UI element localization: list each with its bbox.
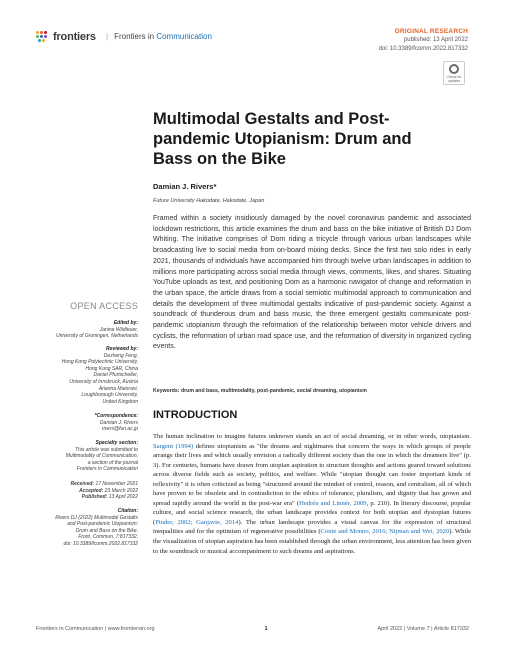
article-meta <box>379 27 468 54</box>
page-number: 1 <box>264 626 268 632</box>
badge-label: Check for updates <box>446 74 462 83</box>
journal-name[interactable]: | Frontiers in Communication <box>106 32 212 41</box>
specialty-label: Specialty section: <box>95 440 138 446</box>
open-access-label: OPEN ACCESS <box>70 301 138 311</box>
reviewed-by <box>36 346 138 405</box>
correspondent-name: Damian J. Rivers <box>99 419 138 426</box>
edited-by-label: Edited by: <box>113 320 138 326</box>
article-title: Multimodal Gestalts and Post-pandemic Utopianism: Drum and Bass on the Bike <box>153 110 412 168</box>
reviewer-line: Daniel Pfurtscheller, <box>93 372 138 379</box>
specialty-line: a section of the journal <box>87 459 138 466</box>
keywords-list: drum and bass, multimodality, post-pandemic, social dreaming, utopianism <box>180 388 367 394</box>
citation-line: Drum and Bass on the Bike. <box>75 527 138 534</box>
page-footer <box>36 626 469 632</box>
frontiers-logo-icon <box>36 31 48 43</box>
reviewer-line: Loughborough University, <box>81 392 138 399</box>
published-date-sidebar: 13 April 2022 <box>108 494 138 501</box>
journal-prefix: Frontiers in <box>114 32 155 41</box>
article-type: ORIGINAL RESEARCH <box>394 28 468 35</box>
update-icon <box>449 64 459 74</box>
specialty-line: This article was submitted to <box>74 446 138 453</box>
editor-affiliation: University of Groningen, Netherlands <box>56 333 138 340</box>
citation-link[interactable]: Conte and Monno, 2016; Nijman and Wei, 2020 <box>320 528 450 536</box>
footer-journal-link[interactable]: Frontiers in Communication | www.frontiersin.org <box>36 626 155 632</box>
received-label: Received: <box>70 481 95 487</box>
correspondence-label: *Correspondence: <box>94 413 138 419</box>
author-name[interactable]: Damian J. Rivers* <box>153 182 217 191</box>
published-date: published: 13 April 2022 <box>403 37 468 43</box>
accepted-date: 23 March 2022 <box>104 487 138 494</box>
citation-doi[interactable]: doi: 10.3389/fcomm.2022.817332 <box>63 540 138 547</box>
article-dates <box>36 481 138 501</box>
logo-wordmark: frontiers <box>53 31 96 43</box>
accepted-label: Accepted: <box>79 487 104 494</box>
abstract: Framed within a society insidiously damaged by the novel coronavirus pandemic and associated lockdown restrictions, this article examines the drum and bass on the bike initiative of British DJ Dom Whiting. The initiative comprises of Dom riding a tricycle through various urban landscapes while broadcasting live to social media from on-board mixing decks. Since the first two solo rides in early 2021, thousands of individuals have accompanied him through twelve urban landscapes in addition to millions more participating across social media through views, comments, likes, and shares. Situating YouTube uploads as text, and positioning Dom as a harmonic navigator of change and reformation in the urban space, the article draws from a social semiotic multimodal approach to communication and details the development of three multimodal gestalts indicative of post-pandemic society. Against a soundtrack of thunderous drum and bass music, the three emergent gestalts communicate post-pandemic utopianism through the reformation of the relationship between motor vehicle drivers and cyclists, the reformation of urban road space use, and the reformation of diversity in organized cycling events. <box>153 215 471 351</box>
reviewed-by-label: Reviewed by: <box>106 346 138 352</box>
citation-link[interactable]: Pinder, 2002; Ganjavie, 2014 <box>155 518 239 526</box>
reviewer-line: University of Innsbruck, Austria <box>69 378 138 385</box>
footer-issue-info: April 2022 | Volume 7 | Article 817332 <box>377 626 469 632</box>
section-heading: INTRODUCTION <box>153 409 238 421</box>
citation-link[interactable]: Hedrén and Linnér, 2009 <box>299 499 367 507</box>
citation <box>36 508 138 548</box>
keywords <box>153 388 471 394</box>
correspondent-email[interactable]: rivers@fun.ac.jp <box>101 426 138 433</box>
journal-section: Communication <box>156 32 212 41</box>
check-for-updates-badge[interactable] <box>443 61 465 85</box>
citation-line: and Post-pandemic Utopianism: <box>67 521 138 528</box>
published-label: Published: <box>81 494 108 501</box>
introduction-paragraph: The human inclination to imagine futures unknown stands an act of social dreaming, or in other words, utopianism. Sargent (1994) defines utopianism as "the dreams and nightmares that concern the ways in which groups of people arrange their lives and which usually envision a radically different society than the one in which the dreamers live" (p. 3). For centuries, humans have drawn from utopian aspiration to structure thoughts and actions geared toward solutions across diverse fields such as society, politics, and welfare. While "utopian thought can foster important kinds of reflexivity" it is often criticized as being "structured around the mindset of control, reason, and centralism, all of which have proven to be obsolete and in contradiction to the ethics of tolerance, pluralism, and dignity that has grown and spread rapidly around the world in the post-war era" (Hedrén and Linnér, 2009, p. 210). In literary discourse, popular culture, and social science research, the urban landscape provides context for both utopian and dystopian futures (Pinder, 2002; Ganjavie, 2014). The urban landscape provides a visual canvas for the expression of structural inequalities and for the optimism of regenerative possibilities (Conte and Monno, 2016; Nijman and Wei, 2020). While the visualization of utopian aspiration has been established through the urban environment, less attention has been given to the soundtrack or musical accompaniment to such dreams and aspirations. <box>153 433 471 555</box>
citation-link[interactable]: Sargent (1994) <box>153 442 194 450</box>
reviewer-line: Dezheng Feng, <box>103 352 138 359</box>
specialty-line: Multimodality of Communication, <box>65 453 138 460</box>
specialty-line: Frontiers in Communication <box>76 466 138 473</box>
reviewer-line: Hong Kong Polytechnic University, <box>61 359 138 366</box>
citation-line: Front. Commun. 7:817332. <box>78 534 138 541</box>
reviewer-line: Arianna Maiorani, <box>98 385 138 392</box>
edited-by <box>36 320 138 340</box>
reviewer-line: United Kingdom <box>102 398 138 405</box>
editor-name: Janina Wildfeuer, <box>99 326 138 333</box>
frontiers-logo[interactable] <box>36 31 96 43</box>
keywords-label: Keywords: <box>153 388 180 394</box>
specialty-section <box>36 440 138 473</box>
doi[interactable]: doi: 10.3389/fcomm.2022.817332 <box>378 46 468 52</box>
received-date: 17 November 2021 <box>95 481 138 487</box>
author-affiliation: Future University Hakodate, Hakodate, Japan <box>153 198 265 204</box>
citation-line: Rivers DJ (2022) Multimodal Gestalts <box>55 514 138 521</box>
citation-label: Citation: <box>117 508 138 514</box>
reviewer-line: Hong Kong SAR, China <box>85 365 138 372</box>
correspondence <box>36 413 138 433</box>
